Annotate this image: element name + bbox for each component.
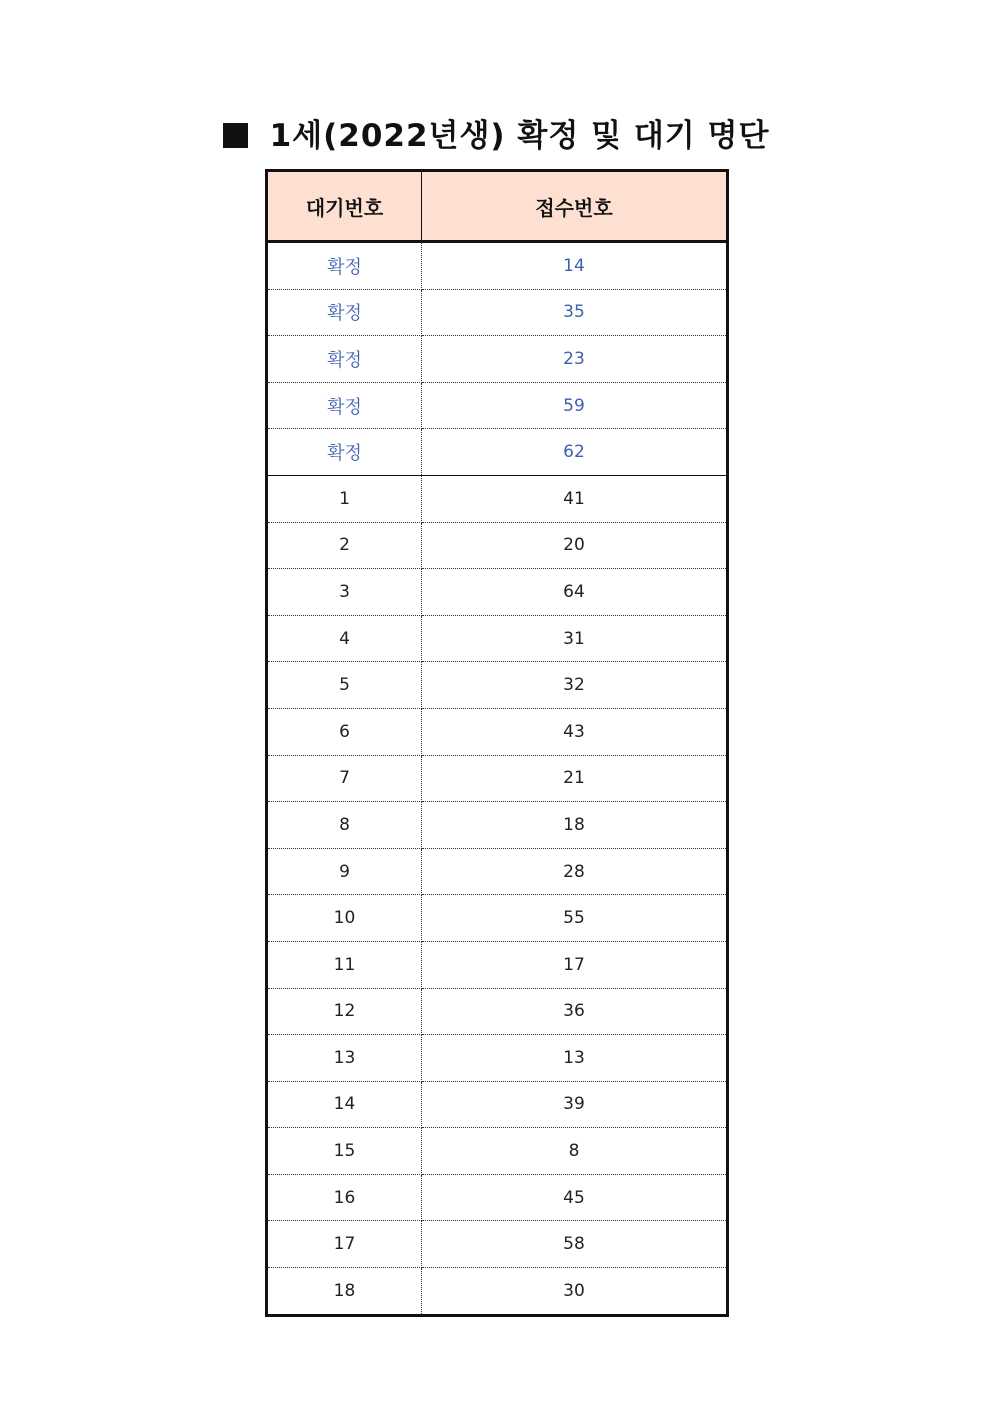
table-row — [267, 429, 728, 476]
table-row — [267, 289, 728, 336]
application-number-cell: 62 — [422, 429, 728, 476]
table-row — [267, 708, 728, 755]
application-number-cell: 8 — [422, 1128, 728, 1175]
waitlist-number-cell: 10 — [267, 895, 422, 942]
header-waitlist-number: 대기번호 — [267, 171, 422, 242]
table-row — [267, 336, 728, 383]
waitlist-number-cell: 확정 — [267, 382, 422, 429]
waitlist-number-cell: 4 — [267, 615, 422, 662]
waitlist-number-cell: 9 — [267, 848, 422, 895]
table-row — [267, 895, 728, 942]
roster-table — [265, 169, 729, 1317]
page-title — [0, 110, 992, 155]
table-header-row — [267, 171, 728, 242]
table-row — [267, 848, 728, 895]
waitlist-number-cell: 7 — [267, 755, 422, 802]
application-number-cell: 59 — [422, 382, 728, 429]
application-number-cell: 45 — [422, 1174, 728, 1221]
application-number-cell: 43 — [422, 708, 728, 755]
application-number-cell: 35 — [422, 289, 728, 336]
table-row — [267, 569, 728, 616]
table-row — [267, 1035, 728, 1082]
application-number-cell: 20 — [422, 522, 728, 569]
table-row — [267, 1221, 728, 1268]
application-number-cell: 18 — [422, 802, 728, 849]
application-number-cell: 36 — [422, 988, 728, 1035]
waitlist-number-cell: 15 — [267, 1128, 422, 1175]
application-number-cell: 41 — [422, 475, 728, 522]
waitlist-number-cell: 6 — [267, 708, 422, 755]
application-number-cell: 55 — [422, 895, 728, 942]
waitlist-number-cell: 1 — [267, 475, 422, 522]
table-row — [267, 1174, 728, 1221]
application-number-cell: 17 — [422, 941, 728, 988]
application-number-cell: 39 — [422, 1081, 728, 1128]
table-row — [267, 755, 728, 802]
table-row — [267, 615, 728, 662]
application-number-cell: 14 — [422, 242, 728, 290]
table-row — [267, 941, 728, 988]
application-number-cell: 28 — [422, 848, 728, 895]
table-row — [267, 802, 728, 849]
waitlist-number-cell: 14 — [267, 1081, 422, 1128]
waitlist-number-cell: 13 — [267, 1035, 422, 1082]
application-number-cell: 21 — [422, 755, 728, 802]
header-application-number: 접수번호 — [422, 171, 728, 242]
waitlist-number-cell: 12 — [267, 988, 422, 1035]
table-row — [267, 475, 728, 522]
application-number-cell: 13 — [422, 1035, 728, 1082]
application-number-cell: 31 — [422, 615, 728, 662]
application-number-cell: 58 — [422, 1221, 728, 1268]
application-number-cell: 30 — [563, 1280, 585, 1301]
table-row — [267, 1268, 728, 1316]
table-row — [267, 662, 728, 709]
table-row — [267, 242, 728, 290]
waitlist-number-cell: 확정 — [267, 289, 422, 336]
waitlist-number-cell: 2 — [267, 522, 422, 569]
table-row — [267, 988, 728, 1035]
waitlist-number-cell: 17 — [267, 1221, 422, 1268]
application-number-cell: 23 — [422, 336, 728, 383]
table-row — [267, 1128, 728, 1175]
roster-body — [267, 242, 728, 1316]
waitlist-number-cell: 확정 — [267, 429, 422, 476]
table-row — [267, 522, 728, 569]
waitlist-number-cell: 5 — [267, 662, 422, 709]
application-number-cell: 32 — [422, 662, 728, 709]
table-row — [267, 1081, 728, 1128]
waitlist-number-cell: 8 — [267, 802, 422, 849]
waitlist-number-cell: 11 — [267, 941, 422, 988]
waitlist-number-cell: 18 — [267, 1268, 422, 1316]
waitlist-number-cell: 확정 — [267, 242, 422, 290]
waitlist-number-cell: 16 — [267, 1174, 422, 1221]
application-number-cell: 64 — [422, 569, 728, 616]
waitlist-number-cell: 확정 — [267, 336, 422, 383]
black-square-icon — [223, 123, 248, 148]
page-title-text: 1세(2022년생) 확정 및 대기 명단 — [269, 118, 770, 154]
waitlist-number-cell: 3 — [267, 569, 422, 616]
table-row — [267, 382, 728, 429]
